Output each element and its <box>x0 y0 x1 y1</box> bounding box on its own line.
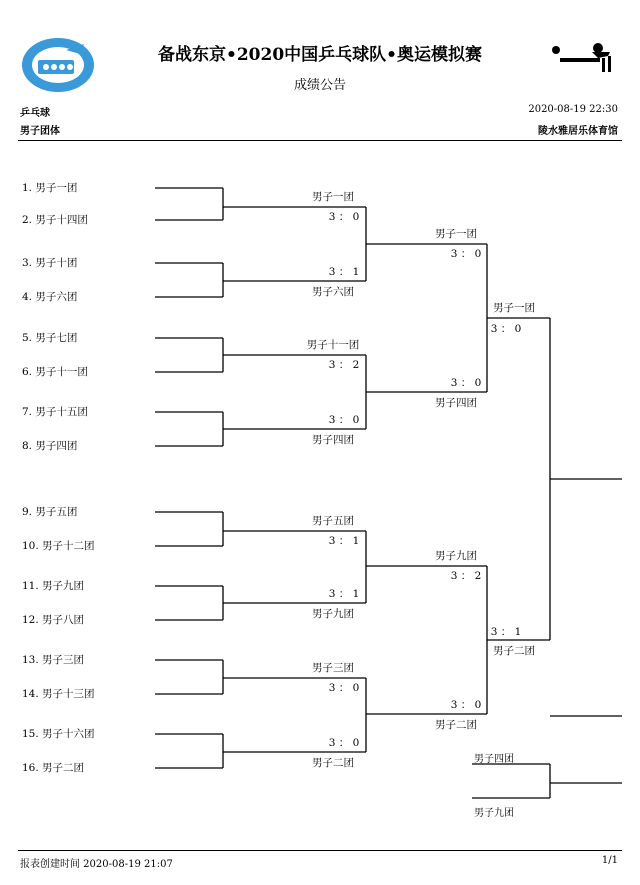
third-place-team-a: 男子四团 <box>474 754 514 765</box>
entry-3: 3. 男子十团 <box>22 257 78 269</box>
qf-winner-4: 男子二团 <box>435 719 477 731</box>
r1-score-2: 3 ： 1 <box>328 266 360 278</box>
report-created-label: 报表创建时间 2020-08-19 21:07 <box>20 859 173 870</box>
r1-winner-8: 男子二团 <box>312 757 354 769</box>
entry-6: 6. 男子十一团 <box>22 366 88 378</box>
page-subtitle: 成绩公告 <box>293 78 346 93</box>
r1-winner-5: 男子五团 <box>312 515 354 527</box>
entry-1: 1. 男子一团 <box>22 182 78 194</box>
sf-winner-2: 男子二团 <box>493 645 535 657</box>
qf-winner-1: 男子一团 <box>435 228 477 240</box>
event-label: 男子团体 <box>20 126 60 137</box>
entry-5: 5. 男子七团 <box>22 332 78 344</box>
footer-divider <box>18 850 622 851</box>
qf-score-2: 3 ： 0 <box>450 377 482 389</box>
entry-8: 8. 男子四团 <box>22 440 78 452</box>
venue-label: 陵水雅居乐体育馆 <box>538 126 618 137</box>
entry-16: 16. 男子二团 <box>22 762 85 774</box>
entry-10: 10. 男子十二团 <box>22 540 95 552</box>
r1-score-7: 3 ： 0 <box>328 682 360 694</box>
qf-score-4: 3 ： 0 <box>450 699 482 711</box>
r1-score-6: 3 ： 1 <box>328 588 360 600</box>
page-title: 备战东京•2020中国乒乓球队•奥运模拟赛 <box>157 45 483 65</box>
r1-score-3: 3 ： 2 <box>328 359 360 371</box>
qf-score-1: 3 ： 0 <box>450 248 482 260</box>
r1-score-1: 3 ： 0 <box>328 211 360 223</box>
entry-13: 13. 男子三团 <box>22 654 85 666</box>
entry-11: 11. 男子九团 <box>22 580 85 592</box>
r1-winner-6: 男子九团 <box>312 608 354 620</box>
qf-winner-3: 男子九团 <box>435 550 477 562</box>
sf-winner-1: 男子一团 <box>493 302 535 314</box>
qf-score-3: 3 ： 2 <box>450 570 482 582</box>
page-number: 1/1 <box>601 855 618 866</box>
sf-score-2: 3 ： 1 <box>490 626 522 638</box>
entry-7: 7. 男子十五团 <box>22 406 88 418</box>
datetime-label: 2020-08-19 22:30 <box>528 104 618 115</box>
entry-14: 14. 男子十三团 <box>22 688 95 700</box>
r1-score-8: 3 ： 0 <box>328 737 360 749</box>
r1-winner-2: 男子六团 <box>312 286 354 298</box>
r1-score-5: 3 ： 1 <box>328 535 360 547</box>
r1-winner-7: 男子三团 <box>312 662 354 674</box>
sf-score-1: 3 ： 0 <box>490 323 522 335</box>
entry-9: 9. 男子五团 <box>22 506 78 518</box>
sport-label: 乒乓球 <box>20 108 50 119</box>
r1-winner-3: 男子十一团 <box>306 339 360 351</box>
r1-score-4: 3 ： 0 <box>328 414 360 426</box>
r1-winner-4: 男子四团 <box>312 434 354 446</box>
entry-12: 12. 男子八团 <box>22 614 85 626</box>
r1-winner-1: 男子一团 <box>312 191 354 203</box>
third-place-team-b: 男子九团 <box>474 808 514 819</box>
entry-2: 2. 男子十四团 <box>22 214 88 226</box>
qf-winner-2: 男子四团 <box>435 397 477 409</box>
entry-15: 15. 男子十六团 <box>22 728 95 740</box>
entry-4: 4. 男子六团 <box>22 291 78 303</box>
